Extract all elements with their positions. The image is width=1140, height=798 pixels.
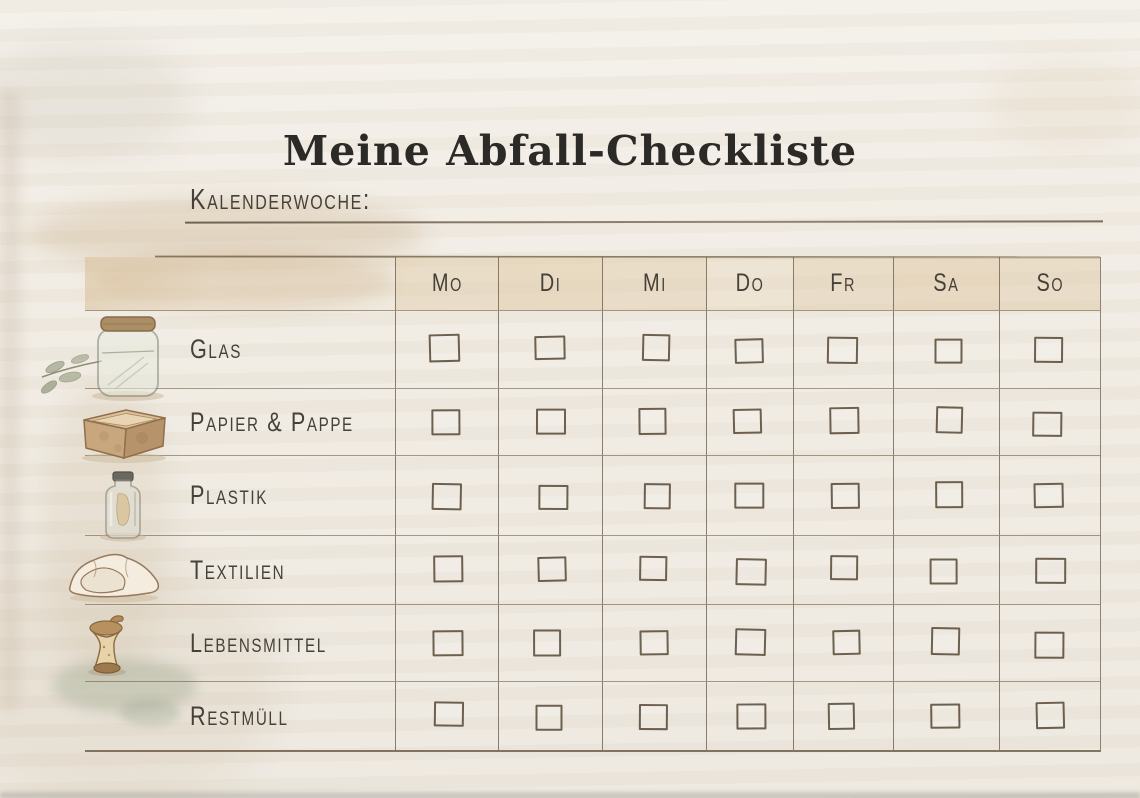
category-label-2: Papier & Pappe <box>85 388 395 455</box>
check-cell <box>893 455 999 535</box>
day-header-do: Do <box>706 257 793 310</box>
check-cell <box>793 604 893 681</box>
checkbox-glas-di[interactable] <box>534 336 565 361</box>
checkbox-plastik-fr[interactable] <box>831 482 860 508</box>
checkbox-restm-ll-di[interactable] <box>535 705 562 731</box>
check-cell <box>706 535 793 604</box>
checkbox-textilien-fr[interactable] <box>830 555 859 581</box>
check-cell <box>498 388 602 455</box>
week-input-line[interactable] <box>185 220 1103 223</box>
checkbox-textilien-do[interactable] <box>735 558 766 586</box>
check-cell <box>793 388 893 455</box>
checkbox-papier-pappe-di[interactable] <box>536 409 566 435</box>
checkbox-textilien-sa[interactable] <box>930 558 958 584</box>
check-cell <box>706 681 793 750</box>
check-cell <box>999 310 1100 388</box>
check-cell <box>999 455 1100 535</box>
check-cell <box>498 455 602 535</box>
category-label-6: Restmüll <box>85 681 395 750</box>
check-cell <box>395 604 498 681</box>
checkbox-glas-sa[interactable] <box>934 338 962 363</box>
check-cell <box>999 604 1100 681</box>
day-header-sa: Sa <box>893 257 999 310</box>
checkbox-papier-pappe-mi[interactable] <box>638 407 666 434</box>
waste-checklist-table <box>85 257 1101 752</box>
check-cell <box>893 388 999 455</box>
check-cell <box>602 455 706 535</box>
checkbox-plastik-sa[interactable] <box>935 481 963 508</box>
check-cell <box>999 535 1100 604</box>
check-cell <box>602 681 706 750</box>
checkbox-lebensmittel-do[interactable] <box>734 629 765 657</box>
checkbox-papier-pappe-so[interactable] <box>1032 411 1062 436</box>
watercolor-stain <box>0 792 1140 798</box>
check-cell <box>793 535 893 604</box>
checkbox-plastik-mo[interactable] <box>432 483 462 510</box>
checkbox-glas-mo[interactable] <box>428 333 460 362</box>
check-cell <box>395 535 498 604</box>
check-cell <box>395 388 498 455</box>
check-cell <box>893 535 999 604</box>
check-cell <box>999 681 1100 750</box>
category-label-1: Glas <box>85 310 395 388</box>
checkbox-glas-so[interactable] <box>1034 337 1063 364</box>
check-cell <box>395 310 498 388</box>
checkbox-lebensmittel-mo[interactable] <box>432 630 463 656</box>
check-cell <box>602 535 706 604</box>
checkbox-papier-pappe-sa[interactable] <box>936 406 964 434</box>
day-header-di: Di <box>498 257 602 310</box>
watercolor-stain <box>0 90 20 710</box>
checkbox-restm-ll-so[interactable] <box>1036 702 1066 730</box>
check-cell <box>706 310 793 388</box>
checkbox-textilien-di[interactable] <box>537 556 566 581</box>
checkbox-lebensmittel-mi[interactable] <box>640 631 669 657</box>
check-cell <box>602 310 706 388</box>
calendar-week-label: Kalenderwoche: <box>190 184 371 216</box>
checkbox-papier-pappe-fr[interactable] <box>829 407 859 435</box>
checkbox-textilien-so[interactable] <box>1035 558 1066 584</box>
check-cell <box>893 310 999 388</box>
check-cell <box>893 604 999 681</box>
day-header-fr: Fr <box>793 257 893 310</box>
day-header-mi: Mi <box>602 257 706 310</box>
page-title: Meine Abfall-Checkliste <box>282 127 858 176</box>
checkbox-plastik-di[interactable] <box>538 485 568 511</box>
checkbox-papier-pappe-do[interactable] <box>733 409 763 435</box>
checkbox-lebensmittel-sa[interactable] <box>931 627 961 655</box>
category-label-4: Textilien <box>85 535 395 604</box>
check-cell <box>706 388 793 455</box>
checkbox-restm-ll-do[interactable] <box>736 704 766 730</box>
check-cell <box>793 310 893 388</box>
check-cell <box>498 604 602 681</box>
category-label-3: Plastik <box>85 455 395 535</box>
checkbox-glas-fr[interactable] <box>827 337 858 364</box>
check-cell <box>793 681 893 750</box>
check-cell <box>706 604 793 681</box>
check-cell <box>498 310 602 388</box>
checkbox-lebensmittel-fr[interactable] <box>832 629 860 654</box>
check-cell <box>498 681 602 750</box>
checkbox-plastik-do[interactable] <box>734 483 764 509</box>
checkbox-restm-ll-mi[interactable] <box>639 704 669 730</box>
check-cell <box>706 455 793 535</box>
check-cell <box>602 604 706 681</box>
checkbox-restm-ll-fr[interactable] <box>828 702 855 729</box>
day-header-so: So <box>999 257 1100 310</box>
checkbox-restm-ll-mo[interactable] <box>434 702 465 728</box>
checkbox-glas-mi[interactable] <box>642 334 671 362</box>
checkbox-glas-do[interactable] <box>734 338 763 364</box>
check-cell <box>999 388 1100 455</box>
checkbox-textilien-mi[interactable] <box>639 555 667 580</box>
checkbox-textilien-mo[interactable] <box>433 556 464 584</box>
check-cell <box>395 455 498 535</box>
checkbox-papier-pappe-mo[interactable] <box>431 409 460 435</box>
checkbox-plastik-mi[interactable] <box>644 483 672 510</box>
checkbox-plastik-so[interactable] <box>1033 483 1064 509</box>
check-cell <box>395 681 498 750</box>
check-cell <box>793 455 893 535</box>
category-column-header <box>85 257 395 310</box>
day-header-mo: Mo <box>395 257 498 310</box>
check-cell <box>893 681 999 750</box>
category-label-5: Lebensmittel <box>85 604 395 681</box>
checkbox-lebensmittel-so[interactable] <box>1034 631 1064 658</box>
checkbox-restm-ll-sa[interactable] <box>930 704 960 729</box>
checkbox-lebensmittel-di[interactable] <box>534 629 562 656</box>
check-cell <box>498 535 602 604</box>
check-cell <box>602 388 706 455</box>
